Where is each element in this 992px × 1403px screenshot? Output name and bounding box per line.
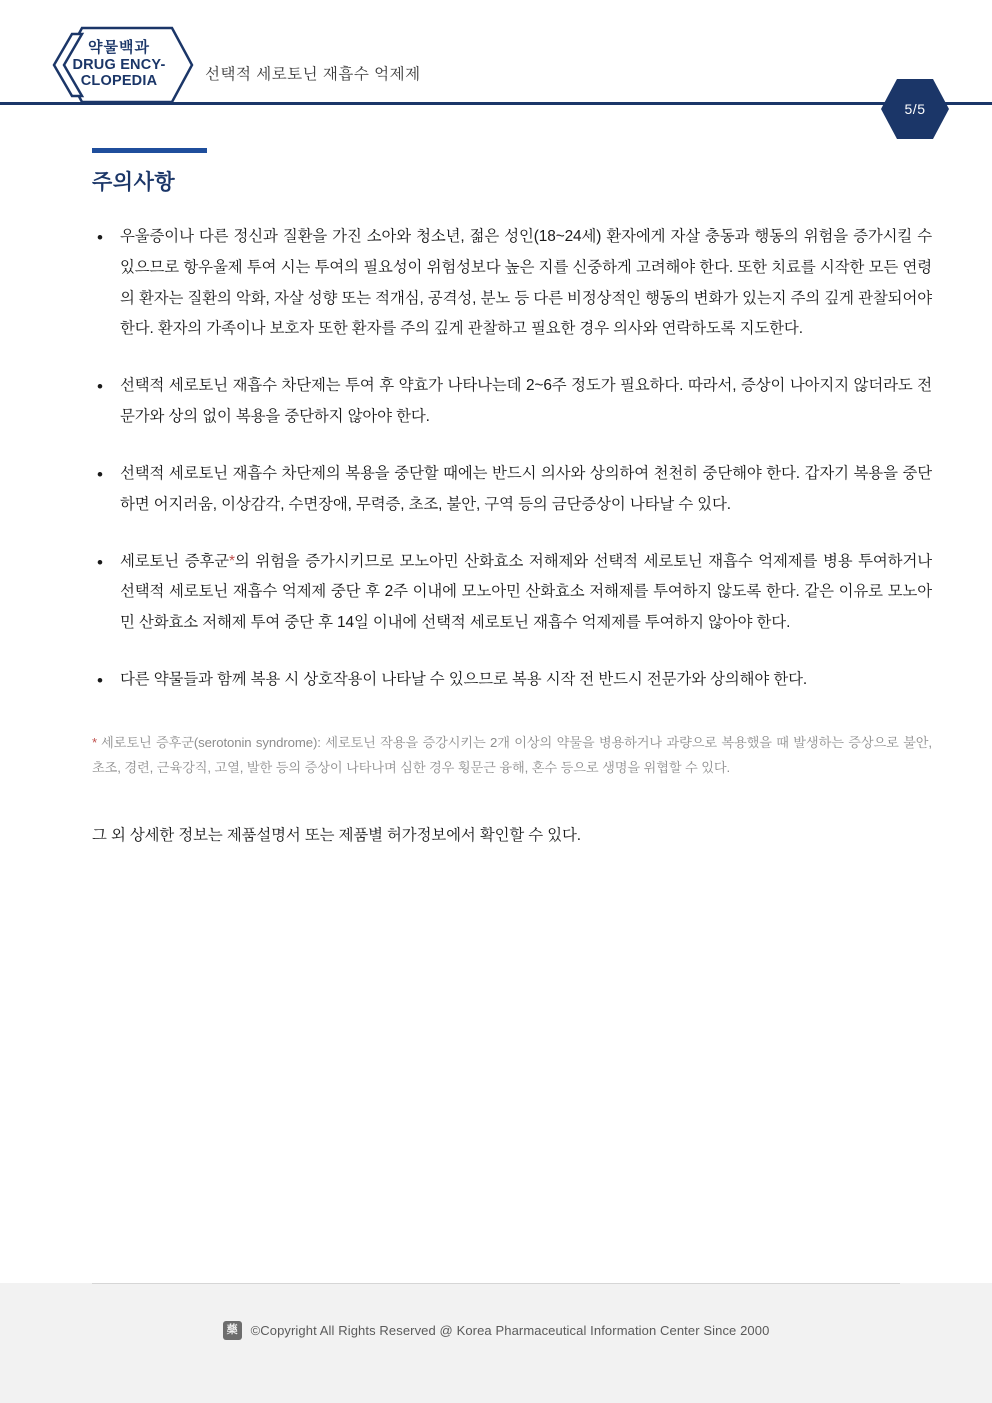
section-title: 주의사항 [92,171,176,194]
drug-encyclopedia-logo-icon [44,26,194,104]
footer-divider [92,1283,900,1284]
logo-english-title-line1: DRUG ENCY- [72,57,166,74]
page-number-label: 5/5 [904,101,926,117]
page-footer [0,1283,992,1403]
logo-korean-title: 약물백과 [88,39,150,57]
footnote-mark: * [92,734,98,750]
list-item: • 우울증이나 다른 정신과 질환을 가진 소아와 청소년, 젊은 성인(18~24세) 환자에게 자살 충동과 행동의 위험을 증가시킬 수 있으므로 항우울제 투여 시는 투여의 필요성이 위험성보다 높은 지를 신중하게 고려해야 한다. 또한 치료를 시작한 모든 연령의 환자는 질환의 악화, 자살 성향 또는 적개심, 공격성, 분노 등 다른 비정상적인 행동의 변화가 있는지 주의 깊게 관찰되어야 한다. 환자의 가족이나 보호자 또한 환자를 주의 깊게 관찰하고 필요한 경우 의사와 연락하도록 지도한다. [120,222,932,345]
page-content [0,120,992,850]
closing-paragraph: 그 외 상세한 정보는 제품설명서 또는 제품별 허가정보에서 확인할 수 있다. [92,827,581,845]
list-item: • 선택적 세로토닌 재흡수 차단제는 투여 후 약효가 나타나는데 2~6주 정도가 필요하다. 따라서, 증상이 나아지지 않더라도 전문가와 상의 없이 복용을 중단하지 않아야 한다. [120,371,932,433]
footnote-text: 세로토닌 증후군(serotonin syndrome): 세로토닌 작용을 증강시키는 2개 이상의 약물을 병용하거나 과량으로 복용했을 때 발생하는 증상으로 불안, 초조, 경련, 근육강직, 고열, 발한 등의 증상이 나타나며 심한 경우 횡문근 융해, 혼수 등으로 생명을 위협할 수 있다. [92,734,932,776]
footer-content [0,1321,992,1340]
serotonin-text-part1: 세로토닌 증후군 [120,552,230,570]
serotonin-text-part2: 의 위험을 증가시키므로 모노아민 산화효소 저해제와 선택적 세로토닌 재흡수 억제제를 병용 투여하거나 선택적 세로토닌 재흡수 억제제 중단 후 2주 이내에 모노아민 산화효소 저해제를 투여하지 않도록 한다. 같은 이유로 모노아민 산화효소 저해제 투여 중단 후 14일 이내에 선택적 세로토닌 재흡수 억제제를 투여하지 않아야 한다. [120,552,932,632]
footnote-reference-mark: * [229,552,235,570]
kpic-seal-icon: 藥 [223,1321,242,1340]
section-accent-bar [92,148,207,153]
list-item: • 선택적 세로토닌 재흡수 차단제의 복용을 중단할 때에는 반드시 의사와 상의하여 천천히 중단해야 한다. 갑자기 복용을 중단하면 어지러움, 이상감각, 수면장애, 무력증, 초조, 불안, 구역 등의 금단증상이 나타날 수 있다. [120,459,932,521]
page-header [0,0,992,120]
section-heading [92,148,212,196]
list-item: • 다른 약물들과 함께 복용 시 상호작용이 나타날 수 있으므로 복용 시작 전 반드시 전문가와 상의해야 한다. [120,665,932,696]
copyright-text: ©Copyright All Rights Reserved @ Korea Pharmaceutical Information Center Since 2000 [250,1323,770,1338]
header-subject-title: 선택적 세로토닌 재흡수 억제제 [205,66,421,83]
precautions-list [0,222,992,696]
list-item-serotonin-syndrome [120,547,932,639]
logo-english-title-line2: CLOPEDIA [80,73,158,90]
footnote [92,730,932,781]
